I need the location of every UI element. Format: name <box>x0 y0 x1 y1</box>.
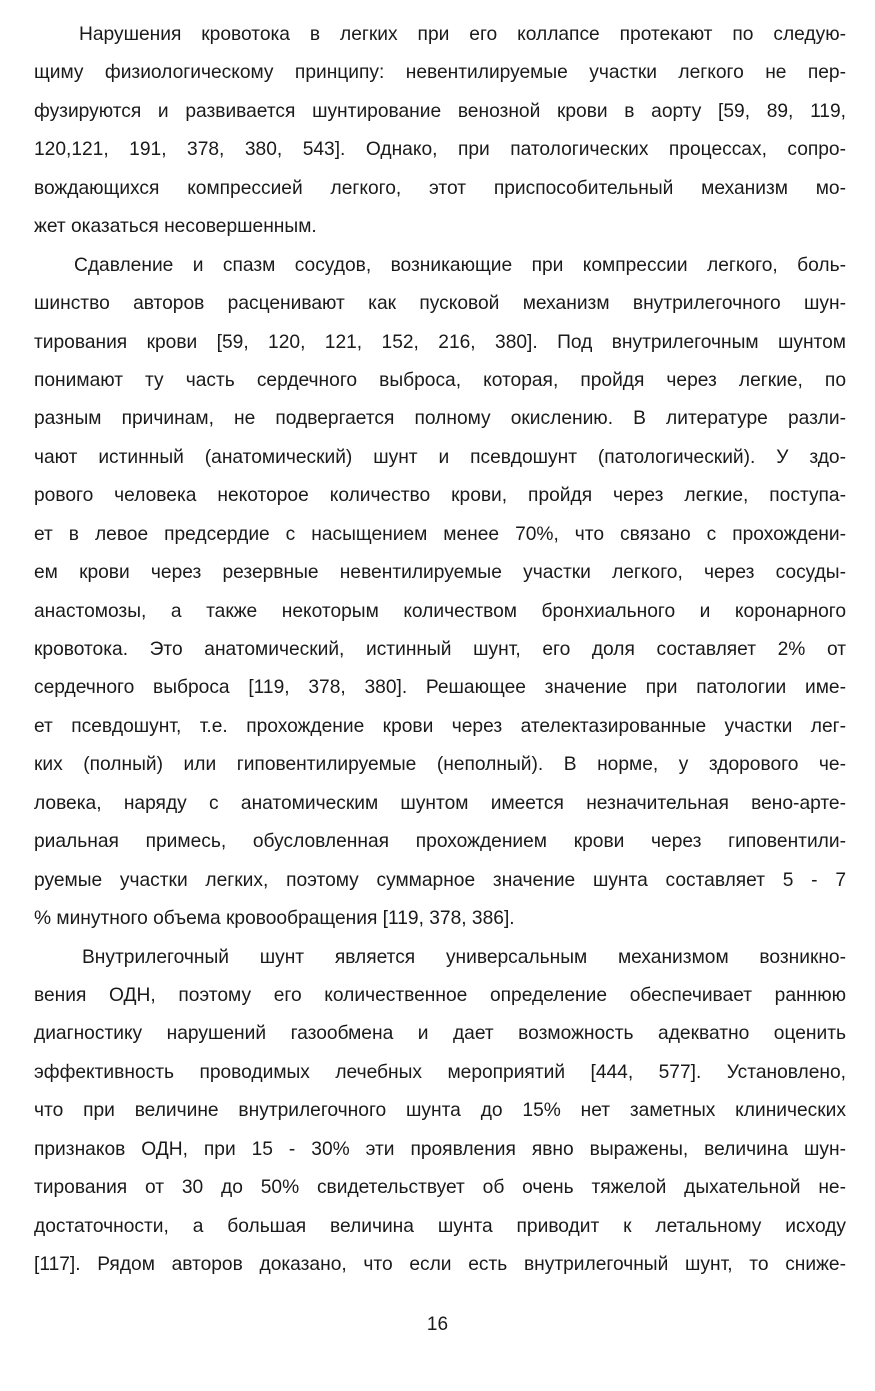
text-line: 120,121, 191, 378, 380, 543]. Однако, при патологических процессах, сопро- <box>34 139 846 161</box>
text-line: риальная примесь, обусловленная прохождением крови через гиповентили- <box>34 831 846 853</box>
text-line: жет оказаться несовершенным. <box>34 216 317 238</box>
text-line: щиму физиологическому принципу: невентилируемые участки легкого не пер- <box>34 62 846 84</box>
body-text <box>34 16 846 1284</box>
text-line: вения ОДН, поэтому его количественное определение обеспечивает раннюю <box>34 984 846 1006</box>
text-line: Сдавление и спазм сосудов, возникающие при компрессии легкого, боль- <box>74 254 846 276</box>
text-line: рового человека некоторое количество крови, пройдя через легкие, поступа- <box>34 485 846 507</box>
text-line: эффективность проводимых лечебных мероприятий [444, 577]. Установлено, <box>34 1061 846 1083</box>
text-line: [117]. Рядом авторов доказано, что если есть внутрилегочный шунт, то сниже- <box>34 1254 846 1275</box>
text-line: тирования крови [59, 120, 121, 152, 216, 380]. Под внутрилегочным шунтом <box>34 331 846 353</box>
text-line: ет в левое предсердие с насыщением менее 70%, что связано с прохождени- <box>34 523 846 545</box>
text-line: ем крови через резервные невентилируемые участки легкого, через сосуды- <box>34 562 846 584</box>
text-line: достаточности, а большая величина шунта приводит к летальному исходу <box>34 1215 846 1237</box>
paragraph <box>34 939 846 1285</box>
paragraph <box>34 16 846 247</box>
page-number: 16 <box>426 1314 449 1335</box>
text-line: чают истинный (анатомический) шунт и псевдошунт (патологический). У здо- <box>34 446 846 468</box>
text-line: понимают ту часть сердечного выброса, которая, пройдя через легкие, по <box>34 369 846 391</box>
text-line: кровотока. Это анатомический, истинный шунт, его доля составляет 2% от <box>34 639 846 660</box>
text-line: Внутрилегочный шунт является универсальным механизмом возникно- <box>82 946 846 968</box>
text-line: диагностику нарушений газообмена и дает возможность адекватно оценить <box>34 1023 846 1045</box>
text-line: вождающихся компрессией легкого, этот приспособительный механизм мо- <box>34 177 846 199</box>
text-line: ких (полный) или гиповентилируемые (неполный). В норме, у здорового че- <box>34 754 846 776</box>
text-line: шинство авторов расценивают как пусковой механизм внутрилегочного шун- <box>34 293 846 315</box>
text-line: анастомозы, а также некоторым количеством бронхиального и коронарного <box>34 600 846 622</box>
text-line: ет псевдошунт, т.е. прохождение крови через ателектазированные участки лег- <box>34 715 846 737</box>
text-line: % минутного объема кровообращения [119, 378, 386]. <box>34 908 515 930</box>
text-line: тирования от 30 до 50% свидетельствует об очень тяжелой дыхательной не- <box>34 1177 846 1199</box>
text-line: сердечного выброса [119, 378, 380]. Решающее значение при патологии име- <box>34 677 846 699</box>
text-line: ловека, наряду с анатомическим шунтом имеется незначительная вено-арте- <box>34 792 846 814</box>
text-line: что при величине внутрилегочного шунта до 15% нет заметных клинических <box>34 1100 846 1122</box>
text-line: руемые участки легких, поэтому суммарное значение шунта составляет 5 - 7 <box>34 869 846 891</box>
text-line: Нарушения кровотока в легких при его коллапсе протекают по следую- <box>79 24 846 45</box>
paragraph <box>34 247 846 939</box>
text-line: признаков ОДН, при 15 - 30% эти проявления явно выражены, величина шун- <box>34 1138 846 1160</box>
text-line: разным причинам, не подвергается полному окислению. В литературе разли- <box>34 408 846 430</box>
text-line: фузируются и развивается шунтирование венозной крови в аорту [59, 89, 119, <box>34 100 846 122</box>
